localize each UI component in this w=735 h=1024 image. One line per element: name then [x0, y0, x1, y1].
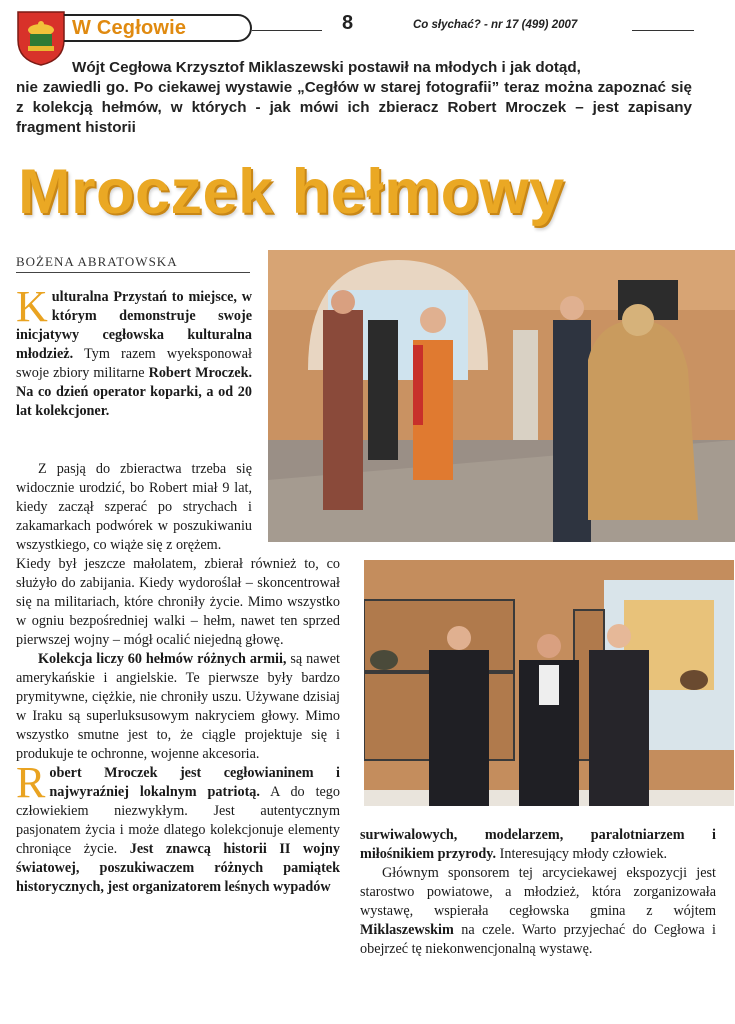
section-label: [64, 14, 252, 42]
paragraph-4-text: A do tego człowiekiem niezwykłym. Jest autentycznym pasjonatem życia i może dlatego kolekcjonuje elementy chroniące życie.: [16, 784, 340, 857]
helmet-display-photo: [364, 560, 734, 806]
author-byline: BOŻENA ABRATOWSKA: [16, 254, 178, 269]
paragraph-2-text-b: Kiedy był jeszcze małolatem, zbierał również to, co służyło do zabijania. Kiedy wydoroślał – skoncentrował się na militariach, które chroniły życie. Mimo wszystko w ogniu bezpośredniej walki – hełm, nawet ten sprzed pierwszej wojny – mógł ocalić niejedną głowę.: [16, 556, 340, 648]
header-rule-left: [252, 30, 322, 31]
paragraph-4-continued-bold: surwiwalowych, modelarzem, paralotniarzem i miłośnikiem przyrody.: [360, 827, 716, 862]
issue-label: Co słychać? - nr 17 (499) 2007: [413, 19, 578, 31]
body-column-2: [360, 826, 716, 959]
exhibition-crowd-photo: [268, 250, 735, 542]
lead-line-1: Wójt Cegłowa Krzysztof Miklaszewski postawił na młodych i jak dotąd,: [72, 59, 581, 76]
paragraph-3-bold: Kolekcja liczy 60 hełmów różnych armii,: [38, 651, 287, 667]
paragraph-5-text-a: Głównym sponsorem tej arcyciekawej ekspozycji jest starostwo powiatowe, a młodzież, która zorganizowała wystawę, wspierała cegłowska gmina z wójtem: [360, 865, 716, 919]
paragraph-1-bold-end: Na co dzień operator koparki, a od 20 lat kolekcjoner.: [16, 384, 252, 419]
lead-line-4: Robert Mroczek – jest zapisany fragment historii: [16, 99, 692, 136]
body-column-1-top: [16, 282, 253, 421]
lead-line-2: nie zawiedli go. Po ciekawej wystawie „Cegłów w starej fotografii” teraz: [16, 79, 540, 96]
page-number: 8: [342, 12, 354, 34]
paragraph-2: [16, 460, 252, 555]
drop-cap-k: K: [16, 282, 48, 331]
lead-paragraph: [16, 58, 692, 138]
mayor-name: Miklaszewskim: [360, 922, 454, 938]
paragraph-2-text-a: Z pasją do zbieractwa trzeba się widocznie urodzić, bo Robert miał 9 lat, kiedy zaczął szperać po strychach i zakamarkach podwórek w poszukiwaniu wszystkiego, co wiąże się z orężem.: [16, 461, 252, 553]
drop-cap-r: R: [16, 758, 46, 807]
paragraph-1: [16, 282, 253, 421]
paragraph-3-text: są nawet amerykańskie i angielskie. Te pierwsze były bardzo prymitywne, ciężkie, nie chroniły uszu. Używane dzisiaj w Iraku są superluksusowym nakryciem głowy. Mimo wszystko smutne jest to, że ciągle projektuje się i produkuje te ochronne, wojenne akcesoria.: [16, 651, 340, 762]
paragraph-3: [16, 650, 340, 764]
paragraph-5: [360, 864, 716, 959]
section-label-text: W Cegłowie: [72, 16, 187, 39]
collector-name: Robert Mroczek.: [148, 365, 253, 381]
header-rule-right: [632, 30, 694, 31]
paragraph-4-continued: [360, 826, 716, 864]
paragraph-4-continued-text: Interesujący młody człowiek.: [496, 846, 668, 862]
article-title: Mroczek hełmowy: [18, 157, 565, 227]
paragraph-4: [16, 758, 340, 897]
byline-rule: [16, 272, 250, 273]
paragraph-2b: [16, 555, 340, 650]
paragraph-5-text-b: na czele. Warto przyjechać do Cegłowa i obejrzeć tę niekonwencjonalną wystawę.: [360, 922, 716, 957]
lead-line-3: można zapoznać się z kolekcją hełmów, w których - jak mówi ich zbieracz: [16, 79, 692, 116]
paragraph-1-text: Tym razem wyeksponował swoje zbiory militarne: [16, 346, 252, 381]
paragraph-4-bold: obert Mroczek jest cegłowianinem i najwyraźniej lokalnym patriotą.: [49, 765, 340, 800]
paragraph-4-bold-2: Jest znawcą historii II wojny światowej, poszukiwaczem różnych pamiątek historycznych, jest organizatorem leśnych wypadów: [16, 841, 340, 895]
paragraph-1-bold: ulturalna Przystań to miejsce, w którym demonstruje swoje inicjatywy cegłowska kulturalna młodzież.: [16, 289, 252, 362]
